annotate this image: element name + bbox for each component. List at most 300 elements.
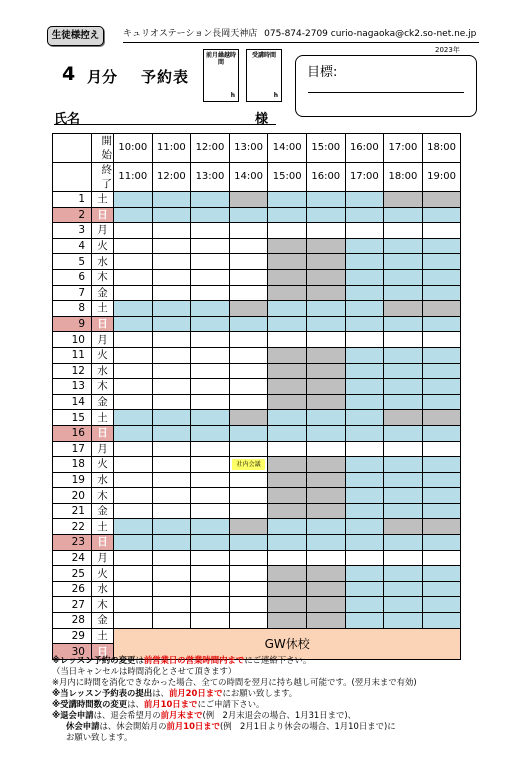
slot-cell[interactable] — [268, 301, 307, 317]
day-number: 10 — [53, 332, 92, 348]
slot-cell[interactable] — [268, 254, 307, 270]
slot-cell[interactable] — [152, 503, 191, 519]
slot-cell[interactable] — [306, 347, 345, 363]
slot-cell[interactable] — [384, 457, 423, 473]
slot-cell[interactable] — [384, 410, 423, 426]
school-email: curio-nagaoka@ck2.so-net.ne.jp — [330, 29, 477, 39]
slot-cell[interactable] — [345, 613, 384, 629]
slot-cell[interactable] — [191, 207, 230, 223]
slot-cell[interactable] — [422, 503, 461, 519]
slot-cell[interactable] — [152, 472, 191, 488]
slot-cell[interactable] — [306, 441, 345, 457]
slot-cell[interactable] — [345, 535, 384, 551]
slot-cell[interactable] — [152, 519, 191, 535]
slot-cell[interactable] — [306, 316, 345, 332]
slot-cell[interactable] — [345, 363, 384, 379]
slot-cell[interactable] — [422, 457, 461, 473]
slot-cell[interactable] — [306, 425, 345, 441]
slot-cell[interactable] — [152, 238, 191, 254]
slot-cell[interactable] — [384, 363, 423, 379]
slot-cell[interactable] — [306, 613, 345, 629]
slot-cell[interactable] — [384, 285, 423, 301]
slot-cell[interactable] — [345, 316, 384, 332]
slot-cell[interactable] — [152, 394, 191, 410]
note-hours — [52, 699, 472, 710]
slot-cell[interactable] — [191, 519, 230, 535]
slot-cell[interactable] — [268, 441, 307, 457]
slot-cell[interactable] — [229, 363, 268, 379]
weekday: 日 — [92, 425, 114, 441]
slot-cell[interactable] — [422, 238, 461, 254]
slot-cell[interactable] — [306, 223, 345, 239]
slot-cell[interactable] — [229, 550, 268, 566]
slot-cell[interactable] — [306, 503, 345, 519]
slot-cell[interactable] — [268, 238, 307, 254]
weekday: 水 — [92, 581, 114, 597]
slot-cell[interactable] — [384, 223, 423, 239]
slot-cell[interactable] — [114, 472, 153, 488]
slot-cell[interactable] — [114, 441, 153, 457]
corner-cell — [53, 163, 92, 192]
slot-cell[interactable] — [229, 269, 268, 285]
slot-cell[interactable] — [384, 425, 423, 441]
slot-cell[interactable] — [191, 503, 230, 519]
slot-cell[interactable] — [306, 581, 345, 597]
slot-cell[interactable] — [114, 457, 153, 473]
slot-cell[interactable] — [152, 581, 191, 597]
slot-cell[interactable] — [268, 223, 307, 239]
day-number: 3 — [53, 223, 92, 239]
slot-cell[interactable] — [114, 192, 153, 208]
school-phone: 075-874-2709 — [264, 29, 328, 39]
day-number: 6 — [53, 269, 92, 285]
note-submit-title: ※当レッスン予約表の提出 — [52, 688, 153, 698]
slot-cell[interactable] — [345, 472, 384, 488]
slot-cell[interactable] — [114, 332, 153, 348]
end-time-9: 19:00 — [422, 163, 461, 192]
slot-cell[interactable] — [229, 254, 268, 270]
weekday: 月 — [92, 332, 114, 348]
slot-cell[interactable] — [152, 425, 191, 441]
slot-cell[interactable] — [268, 269, 307, 285]
slot-cell[interactable] — [152, 254, 191, 270]
note-pause-text-2: (例 2月1日より休会の場合、1月10日まで)に — [220, 721, 396, 731]
slot-cell[interactable] — [306, 254, 345, 270]
slot-cell[interactable] — [345, 394, 384, 410]
slot-cell[interactable] — [229, 394, 268, 410]
slot-cell[interactable] — [114, 254, 153, 270]
slot-cell[interactable] — [345, 550, 384, 566]
slot-cell[interactable] — [345, 441, 384, 457]
slot-cell[interactable] — [229, 285, 268, 301]
slot-cell[interactable] — [114, 410, 153, 426]
day-number: 25 — [53, 566, 92, 582]
weekday: 月 — [92, 550, 114, 566]
day-row — [53, 347, 461, 363]
day-number: 4 — [53, 238, 92, 254]
slot-cell[interactable] — [229, 566, 268, 582]
slot-cell[interactable] — [114, 301, 153, 317]
slot-cell[interactable] — [384, 441, 423, 457]
slot-cell[interactable] — [114, 503, 153, 519]
slot-cell[interactable] — [306, 363, 345, 379]
slot-cell[interactable] — [191, 379, 230, 395]
slot-cell[interactable] — [191, 223, 230, 239]
slot-cell[interactable] — [229, 535, 268, 551]
slot-cell[interactable] — [114, 488, 153, 504]
slot-cell[interactable] — [422, 332, 461, 348]
slot-cell[interactable] — [191, 363, 230, 379]
slot-cell[interactable] — [191, 238, 230, 254]
slot-cell[interactable] — [114, 550, 153, 566]
slot-cell[interactable] — [229, 472, 268, 488]
slot-cell[interactable] — [345, 581, 384, 597]
slot-cell[interactable] — [114, 269, 153, 285]
slot-cell[interactable] — [268, 488, 307, 504]
day-row — [53, 566, 461, 582]
slot-cell[interactable] — [384, 332, 423, 348]
slot-cell[interactable] — [345, 347, 384, 363]
slot-cell[interactable] — [114, 347, 153, 363]
slot-cell[interactable] — [384, 597, 423, 613]
slot-cell[interactable] — [114, 238, 153, 254]
slot-cell[interactable] — [345, 192, 384, 208]
slot-cell[interactable] — [191, 301, 230, 317]
slot-cell[interactable] — [229, 238, 268, 254]
slot-cell[interactable] — [384, 347, 423, 363]
day-row — [53, 301, 461, 317]
slot-cell[interactable] — [268, 503, 307, 519]
slot-cell[interactable] — [422, 425, 461, 441]
slot-cell[interactable] — [152, 410, 191, 426]
slot-cell[interactable] — [191, 535, 230, 551]
end-time-1: 11:00 — [114, 163, 153, 192]
slot-cell[interactable] — [152, 192, 191, 208]
slot-cell[interactable] — [306, 285, 345, 301]
slot-cell[interactable] — [345, 410, 384, 426]
day-row — [53, 285, 461, 301]
slot-cell[interactable] — [114, 363, 153, 379]
slot-cell[interactable] — [191, 347, 230, 363]
slot-cell[interactable] — [152, 301, 191, 317]
note-carryover: ※月内に時間を消化できなかった場合、全ての時間を翌月に持ち越し可能です。(翌月末まで有効) — [52, 677, 417, 687]
slot-cell[interactable] — [152, 269, 191, 285]
slot-cell[interactable] — [191, 269, 230, 285]
slot-cell[interactable] — [384, 207, 423, 223]
slot-cell[interactable] — [191, 613, 230, 629]
slot-cell[interactable] — [229, 581, 268, 597]
slot-cell[interactable] — [384, 238, 423, 254]
slot-cell[interactable] — [306, 207, 345, 223]
slot-cell[interactable] — [268, 472, 307, 488]
slot-cell[interactable] — [191, 192, 230, 208]
slot-cell[interactable] — [306, 379, 345, 395]
slot-cell[interactable] — [229, 207, 268, 223]
slot-cell[interactable] — [422, 254, 461, 270]
weekday: 木 — [92, 269, 114, 285]
slot-cell[interactable] — [191, 597, 230, 613]
slot-cell[interactable] — [229, 425, 268, 441]
slot-cell[interactable] — [306, 550, 345, 566]
note-withdraw-text-1: は、退会希望月の — [93, 710, 161, 720]
note-closing: お願い致します。 — [66, 732, 133, 742]
slot-cell[interactable] — [306, 269, 345, 285]
slot-cell[interactable] — [422, 379, 461, 395]
slot-cell[interactable] — [229, 223, 268, 239]
slot-cell[interactable] — [268, 535, 307, 551]
slot-cell[interactable] — [229, 457, 268, 473]
slot-cell[interactable] — [384, 613, 423, 629]
slot-cell[interactable] — [152, 332, 191, 348]
slot-cell[interactable] — [384, 503, 423, 519]
end-time-row — [53, 163, 461, 192]
slot-cell[interactable] — [268, 597, 307, 613]
slot-cell[interactable] — [229, 613, 268, 629]
slot-cell[interactable] — [191, 550, 230, 566]
day-row — [53, 269, 461, 285]
slot-cell[interactable] — [191, 332, 230, 348]
slot-cell[interactable] — [422, 535, 461, 551]
slot-cell[interactable] — [191, 566, 230, 582]
slot-cell[interactable] — [345, 207, 384, 223]
slot-cell[interactable] — [345, 223, 384, 239]
slot-cell[interactable] — [384, 301, 423, 317]
carryover-hours-unit: h — [230, 92, 235, 99]
end-time-4: 14:00 — [229, 163, 268, 192]
slot-cell[interactable] — [268, 613, 307, 629]
slot-cell[interactable] — [114, 425, 153, 441]
slot-cell[interactable] — [345, 301, 384, 317]
slot-cell[interactable] — [306, 488, 345, 504]
slot-cell[interactable] — [152, 535, 191, 551]
slot-cell[interactable] — [306, 332, 345, 348]
slot-cell[interactable] — [229, 301, 268, 317]
slot-cell[interactable] — [384, 566, 423, 582]
start-time-2: 11:00 — [152, 134, 191, 163]
lesson-hours-unit: h — [273, 92, 278, 99]
slot-cell[interactable] — [268, 192, 307, 208]
slot-cell[interactable] — [268, 207, 307, 223]
slot-cell[interactable] — [191, 254, 230, 270]
slot-cell[interactable] — [114, 285, 153, 301]
slot-cell[interactable] — [384, 488, 423, 504]
slot-cell[interactable] — [268, 425, 307, 441]
day-row — [53, 628, 461, 644]
start-time-6: 15:00 — [306, 134, 345, 163]
slot-cell[interactable] — [422, 519, 461, 535]
slot-cell[interactable] — [152, 207, 191, 223]
slot-cell[interactable] — [422, 316, 461, 332]
weekday: 木 — [92, 488, 114, 504]
slot-cell[interactable] — [229, 441, 268, 457]
slot-cell[interactable] — [345, 238, 384, 254]
slot-cell[interactable] — [152, 316, 191, 332]
slot-cell[interactable] — [191, 425, 230, 441]
slot-cell[interactable] — [306, 535, 345, 551]
slot-cell[interactable] — [422, 472, 461, 488]
slot-cell[interactable] — [306, 472, 345, 488]
slot-cell[interactable] — [384, 550, 423, 566]
slot-cell[interactable] — [422, 488, 461, 504]
slot-cell[interactable] — [268, 347, 307, 363]
note-pause-text-1: は、休会開始月の — [99, 721, 167, 731]
slot-cell[interactable] — [422, 192, 461, 208]
slot-cell[interactable] — [152, 285, 191, 301]
day-row — [53, 457, 461, 473]
slot-cell[interactable] — [384, 254, 423, 270]
slot-cell[interactable] — [268, 363, 307, 379]
slot-cell[interactable] — [152, 613, 191, 629]
slot-cell[interactable] — [114, 519, 153, 535]
slot-cell[interactable] — [422, 363, 461, 379]
slot-cell[interactable] — [152, 223, 191, 239]
slot-cell[interactable] — [229, 503, 268, 519]
slot-cell[interactable] — [229, 379, 268, 395]
slot-cell[interactable] — [422, 394, 461, 410]
slot-cell[interactable] — [191, 410, 230, 426]
slot-cell[interactable] — [345, 503, 384, 519]
slot-cell[interactable] — [229, 488, 268, 504]
slot-cell[interactable] — [191, 488, 230, 504]
slot-cell[interactable] — [152, 363, 191, 379]
slot-cell[interactable] — [384, 472, 423, 488]
slot-cell[interactable] — [345, 285, 384, 301]
slot-cell[interactable] — [268, 285, 307, 301]
closure-cell: GW休校 — [114, 628, 461, 659]
slot-cell[interactable] — [268, 410, 307, 426]
slot-cell[interactable] — [422, 410, 461, 426]
slot-cell[interactable] — [152, 379, 191, 395]
slot-cell[interactable] — [114, 223, 153, 239]
slot-cell[interactable] — [422, 269, 461, 285]
slot-cell[interactable] — [345, 597, 384, 613]
day-number: 24 — [53, 550, 92, 566]
slot-cell[interactable] — [114, 379, 153, 395]
day-number: 9 — [53, 316, 92, 332]
slot-cell[interactable] — [422, 581, 461, 597]
slot-cell[interactable] — [229, 192, 268, 208]
slot-cell[interactable] — [191, 581, 230, 597]
slot-cell[interactable] — [191, 285, 230, 301]
slot-cell[interactable] — [422, 441, 461, 457]
slot-cell[interactable] — [345, 332, 384, 348]
slot-cell[interactable] — [268, 566, 307, 582]
slot-cell[interactable] — [384, 379, 423, 395]
note-change-text-1: は — [135, 655, 144, 665]
slot-cell[interactable] — [306, 301, 345, 317]
slot-cell[interactable] — [422, 301, 461, 317]
slot-cell[interactable] — [229, 410, 268, 426]
slot-cell[interactable] — [229, 597, 268, 613]
note-withdraw — [52, 710, 472, 721]
slot-cell[interactable] — [422, 550, 461, 566]
slot-cell[interactable] — [268, 581, 307, 597]
slot-cell[interactable] — [152, 457, 191, 473]
slot-cell[interactable] — [268, 519, 307, 535]
slot-cell[interactable] — [306, 192, 345, 208]
slot-cell[interactable] — [152, 347, 191, 363]
slot-cell[interactable] — [114, 613, 153, 629]
slot-cell[interactable] — [306, 238, 345, 254]
slot-cell[interactable] — [152, 597, 191, 613]
weekday: 水 — [92, 254, 114, 270]
slot-cell[interactable] — [345, 566, 384, 582]
slot-cell[interactable] — [384, 269, 423, 285]
slot-cell[interactable] — [384, 394, 423, 410]
slot-cell[interactable] — [114, 535, 153, 551]
slot-cell[interactable] — [422, 613, 461, 629]
slot-cell[interactable] — [152, 441, 191, 457]
slot-cell[interactable] — [114, 207, 153, 223]
day-row — [53, 207, 461, 223]
slot-cell[interactable] — [191, 472, 230, 488]
slot-cell[interactable] — [345, 254, 384, 270]
slot-cell[interactable] — [422, 207, 461, 223]
slot-cell[interactable] — [229, 316, 268, 332]
slot-cell[interactable] — [191, 457, 230, 473]
note-hours-text-1: は、 — [127, 699, 144, 709]
slot-cell[interactable] — [384, 192, 423, 208]
slot-cell[interactable] — [345, 425, 384, 441]
slot-cell[interactable] — [345, 488, 384, 504]
slot-cell[interactable] — [268, 457, 307, 473]
slot-cell[interactable] — [152, 566, 191, 582]
weekday: 金 — [92, 613, 114, 629]
slot-cell[interactable] — [114, 597, 153, 613]
slot-cell[interactable] — [229, 347, 268, 363]
slot-cell[interactable] — [229, 519, 268, 535]
slot-cell[interactable] — [306, 597, 345, 613]
slot-cell[interactable] — [422, 285, 461, 301]
slot-cell[interactable] — [422, 597, 461, 613]
slot-cell[interactable] — [114, 566, 153, 582]
weekday: 日 — [92, 535, 114, 551]
slot-cell[interactable] — [422, 566, 461, 582]
slot-cell[interactable] — [345, 457, 384, 473]
slot-cell[interactable] — [345, 379, 384, 395]
slot-cell[interactable] — [384, 519, 423, 535]
slot-cell[interactable] — [384, 581, 423, 597]
slot-cell[interactable] — [306, 519, 345, 535]
slot-cell[interactable] — [268, 332, 307, 348]
slot-cell[interactable] — [114, 394, 153, 410]
slot-cell[interactable] — [229, 332, 268, 348]
slot-cell[interactable] — [422, 347, 461, 363]
slot-cell[interactable] — [306, 457, 345, 473]
slot-cell[interactable] — [191, 394, 230, 410]
slot-cell[interactable] — [306, 394, 345, 410]
slot-cell[interactable] — [152, 488, 191, 504]
name-label: 氏名 — [54, 112, 81, 127]
slot-cell[interactable] — [268, 379, 307, 395]
day-row — [53, 597, 461, 613]
slot-cell[interactable] — [152, 550, 191, 566]
slot-cell[interactable] — [384, 535, 423, 551]
slot-cell[interactable] — [384, 316, 423, 332]
slot-cell[interactable] — [191, 316, 230, 332]
slot-cell[interactable] — [191, 441, 230, 457]
slot-cell[interactable] — [114, 316, 153, 332]
slot-cell[interactable] — [306, 566, 345, 582]
slot-cell[interactable] — [268, 550, 307, 566]
slot-cell[interactable] — [114, 581, 153, 597]
slot-cell[interactable] — [268, 316, 307, 332]
slot-cell[interactable] — [422, 223, 461, 239]
slot-cell[interactable] — [345, 269, 384, 285]
slot-cell[interactable] — [345, 519, 384, 535]
slot-cell[interactable] — [306, 410, 345, 426]
slot-cell[interactable] — [268, 394, 307, 410]
